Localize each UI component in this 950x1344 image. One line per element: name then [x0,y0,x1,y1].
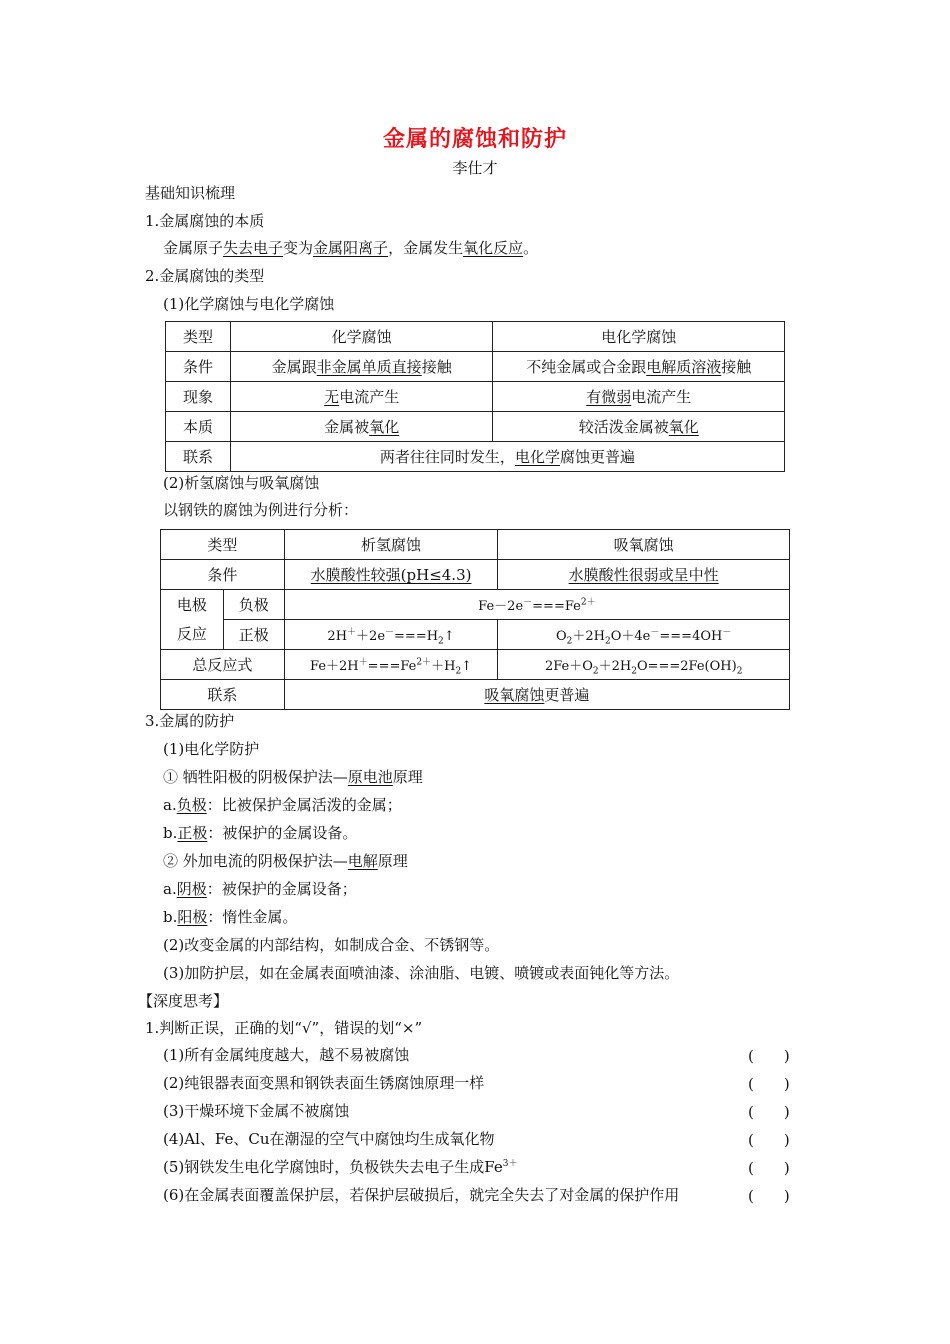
s3-method2-b: b.阳极：惰性金属。 [163,908,298,926]
table-cell: 联系 [161,680,285,710]
table-cell: 类型 [166,322,231,352]
s2-heading: 2.金属腐蚀的类型 [145,267,265,285]
table-row [161,620,790,650]
table-cell: 正极 [223,620,284,650]
table-cell: 总反应式 [161,650,285,680]
answer-blank[interactable]: ( ) [748,1159,790,1177]
table-cell: 金属跟非金属单质直接接触 [230,352,493,382]
s3-method2-a: a.阴极：被保护的金属设备； [163,880,357,898]
hydrogen-vs-oxygen-corrosion-table [160,529,790,710]
s3-method1: ① 牺牲阳极的阴极保护法—原电池原理 [163,768,423,786]
page-title: 金属的腐蚀和防护 [382,127,567,152]
table-cell: 条件 [161,560,285,590]
table-row [166,412,785,442]
table-cell: 吸氧腐蚀更普遍 [284,680,789,710]
table-cell: 电极 反应 [161,590,224,650]
s2-sub1: (1)化学腐蚀与电化学腐蚀 [163,295,335,313]
author: 李仕才 [452,159,498,177]
table-cell: 无电流产生 [230,382,493,412]
table-row [166,442,785,472]
table-row [161,590,790,620]
answer-blank[interactable]: ( ) [748,1187,790,1205]
s3-sub1: (1)电化学防护 [163,740,260,758]
table-cell: 化学腐蚀 [230,322,493,352]
answer-blank[interactable]: ( ) [748,1047,790,1065]
s1-heading: 1.金属腐蚀的本质 [145,212,265,230]
answer-blank[interactable]: ( ) [748,1103,790,1121]
table-cell: 水膜酸性较强(pH≤4.3) [284,560,498,590]
table-row [166,382,785,412]
judgement-item: (3)干燥环境下金属不被腐蚀 [163,1102,350,1120]
table-row [161,560,790,590]
s3-heading: 3.金属的防护 [145,712,235,730]
s3-method2: ② 外加电流的阴极保护法—电解原理 [163,852,408,870]
deep-question: 1.判断正误，正确的划“√”，错误的划“×” [145,1019,423,1037]
table-cell: $2H^++2e^-===H_2↑$ [284,620,498,650]
s2-sub2: (2)析氢腐蚀与吸氧腐蚀 [163,474,320,492]
table-cell: $2Fe+O_2+2H_2O===2Fe(OH)_2$ [498,650,790,680]
table-cell: 析氢腐蚀 [284,530,498,560]
s1-text: 金属原子失去电子变为金属阳离子，金属发生氧化反应。 [163,239,539,257]
table-cell: 金属被氧化 [230,412,493,442]
judgement-item: (5)钢铁发生电化学腐蚀时，负极铁失去电子生成$Fe^{3+}$ [163,1158,518,1176]
table-cell: 条件 [166,352,231,382]
table-row [166,352,785,382]
table-row [161,530,790,560]
chem-vs-electrochem-table [165,321,785,472]
answer-blank[interactable]: ( ) [748,1075,790,1093]
table-cell: 联系 [166,442,231,472]
table-cell: 吸氧腐蚀 [498,530,790,560]
judgement-item: (2)纯银器表面变黑和钢铁表面生锈腐蚀原理一样 [163,1074,485,1092]
judgement-item: (6)在金属表面覆盖保护层，若保护层破损后，就完全失去了对金属的保护作用 [163,1186,680,1204]
table-cell: $Fe-2e^-===Fe^{2+}$ [284,590,789,620]
table-cell: 水膜酸性很弱或呈中性 [498,560,790,590]
table-cell: 本质 [166,412,231,442]
judgement-item: (4)Al、Fe、Cu在潮湿的空气中腐蚀均生成氧化物 [163,1130,495,1148]
judgement-item: (1)所有金属纯度越大，越不易被腐蚀 [163,1046,410,1064]
table-cell: 有微弱电流产生 [493,382,785,412]
table-cell: 不纯金属或合金跟电解质溶液接触 [493,352,785,382]
deep-heading: 【深度思考】 [138,992,229,1010]
s2-intro: 以钢铁的腐蚀为例进行分析： [163,501,359,519]
s3-sub3: (3)加防护层，如在金属表面喷油漆、涂油脂、电镀、喷镀或表面钝化等方法。 [163,964,680,982]
table-cell: $O_2+2H_2O+4e^-===4OH^-$ [498,620,790,650]
s3-sub2: (2)改变金属的内部结构，如制成合金、不锈钢等。 [163,936,500,954]
table-cell: 类型 [161,530,285,560]
answer-blank[interactable]: ( ) [748,1131,790,1149]
table-cell: $Fe+2H^+===Fe^{2+}+H_2↑$ [284,650,498,680]
table-cell: 电化学腐蚀 [493,322,785,352]
table-row [161,650,790,680]
table-cell: 两者往往同时发生，电化学腐蚀更普遍 [230,442,784,472]
table-row [166,322,785,352]
s3-method1-b: b.正极：被保护的金属设备。 [163,824,358,842]
table-cell: 负极 [223,590,284,620]
table-cell: 较活泼金属被氧化 [493,412,785,442]
table-row [161,680,790,710]
section-heading: 基础知识梳理 [145,184,236,202]
s3-method1-a: a.负极：比被保护金属活泼的金属； [163,796,402,814]
table-cell: 现象 [166,382,231,412]
